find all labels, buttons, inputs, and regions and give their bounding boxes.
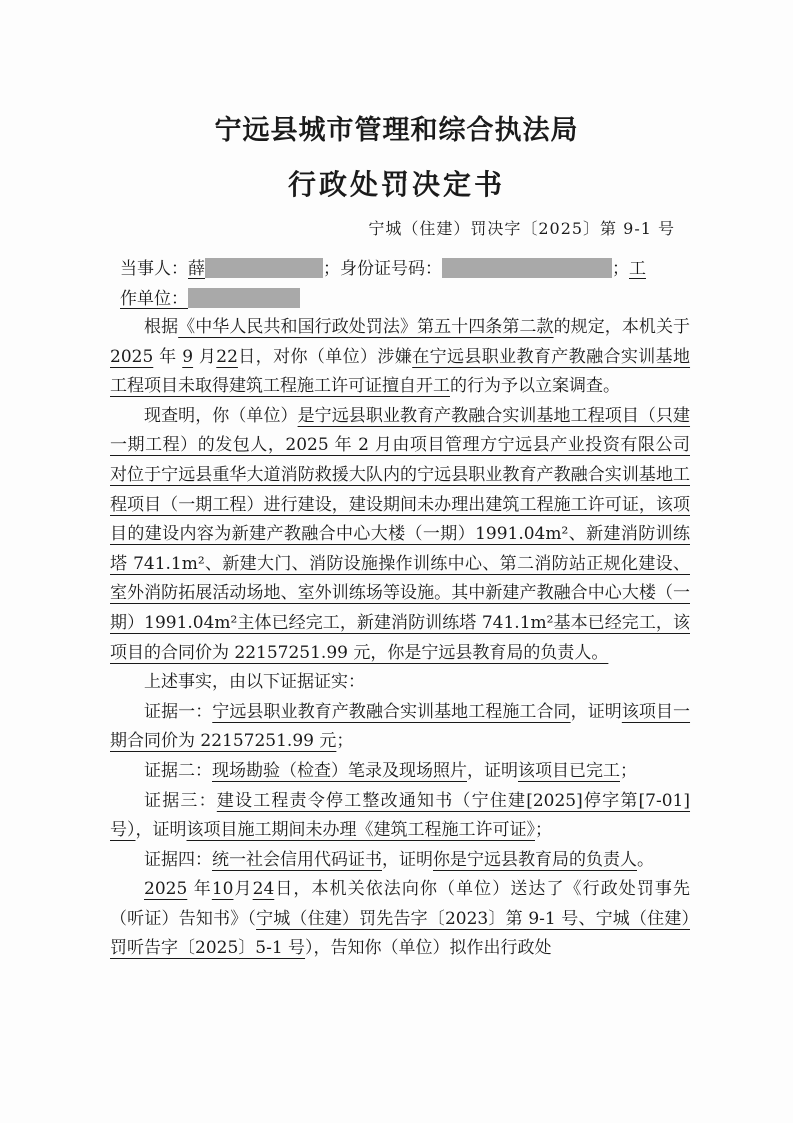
text: 年 [159, 346, 177, 367]
text: ，证明 [135, 820, 187, 841]
text: ，证明 [570, 701, 622, 722]
document-number: 宁城（住建）罚决字〔2025〕第 9-1 号 [368, 219, 675, 238]
text: 日，对你（单位）涉嫌 [237, 346, 413, 367]
redacted-name [205, 258, 323, 278]
id-number-label: ；身份证号码： [323, 259, 442, 279]
redacted-id-number [442, 258, 612, 278]
notice-paragraph [110, 875, 690, 964]
id-number-value [442, 259, 612, 279]
party-separator: ； [612, 259, 629, 279]
text: 日，本机关依法向你（单位）送达了《行政处罚事先（听证）告知书》（ [110, 879, 691, 929]
notice-numbers: 宁城（住建）罚先告字〔2023〕第 9-1 号、宁城（住建）罚听告字〔2025〕5-1 号 [110, 908, 690, 959]
evidence-label: 证据二： [144, 760, 212, 781]
evidence-document: 建设工程责令停工整改通知书（宁住建[2025]停字第[7-01]号） [110, 790, 691, 841]
year: 2025 [144, 879, 188, 900]
facts-description: 是宁远县职业教育产教融合实训基地工程项目（只建一期工程）的发包人，2025 年 2 月由项目管理方宁远县产业投资有限公司对位于宁远县重华大道消防救援大队内的宁远县职业教育产教融合实训基地工程项目（一期工程）进行建设，建设期间未办理出建筑工程施工许可证，该项目的建设内容为新建产教融合中心大楼（一期）1991.04m²、新建消防训练塔 741.1m²、新建大门、消防设施操作训练中心、第二消防站正规化建设、室外消防拓展活动场地、室外训练场等设施。其中新建产教融合中心大楼（一期）1991.04m²主体已经完工，新建消防训练塔 741.1m²基本已经完工，该项目的合同价为 22157251.99 元，你是宁远县教育局的负责人。 [110, 405, 691, 663]
evidence-proves: 该项目已完工 [518, 760, 620, 781]
evidence-document: 宁远县职业教育产教融合实训基地工程施工合同 [212, 701, 571, 722]
agency-title: 宁远县城市管理和综合执法局 [214, 115, 579, 146]
day: 22 [216, 346, 238, 367]
text: ； [620, 760, 637, 781]
text: ），告知你（单位）拟作出行政处 [305, 938, 552, 959]
text: ，证明 [382, 849, 433, 870]
evidence-document: 现场勘验（检查）笔录及现场照片 [212, 760, 467, 781]
evidence-label: 证据三： [144, 790, 217, 811]
text: 的行为予以立案调查。 [450, 376, 620, 397]
evidence-intro: 上述事实，由以下证据证实： [144, 672, 365, 693]
text: 现查明，你（单位） [144, 405, 298, 426]
day: 24 [252, 879, 275, 900]
work-unit-value [188, 289, 300, 309]
text: ； [535, 820, 552, 841]
evidence-three [110, 787, 690, 846]
evidence-four [110, 846, 690, 876]
evidence-label: 证据四： [144, 849, 212, 870]
work-unit-label-a: 工 [629, 259, 646, 279]
evidence-two [110, 757, 690, 787]
text: 根据 [144, 317, 179, 337]
month: 9 [182, 346, 194, 367]
evidence-proves: 该项目施工期间未办理《建筑工程施工许可证》 [186, 820, 535, 841]
redacted-work-unit [188, 288, 300, 308]
text: 年 [193, 879, 212, 900]
evidence-proves: 该项目一期合同价为 22157251.99 元 [110, 701, 691, 752]
party-name-value [188, 259, 323, 279]
text: 月 [198, 346, 217, 367]
text: ； [336, 731, 354, 752]
document-type-title: 行政处罚决定书 [287, 168, 505, 201]
evidence-label: 证据一： [144, 701, 213, 722]
text: 的规定，本机关于 [553, 317, 691, 337]
year: 2025 [110, 346, 154, 367]
evidence-one [110, 698, 690, 757]
evidence-document: 统一社会信用代码证书 [212, 849, 382, 870]
text: 。 [637, 849, 654, 870]
party-name-label: 当事人： [120, 259, 188, 279]
document-body [110, 313, 690, 964]
violation-description: 在宁远县职业教育产教融合实训基地工程项目未取得建筑工程施工许可证擅自开工 [110, 346, 691, 397]
text: ，证明 [467, 760, 518, 781]
month: 10 [211, 879, 234, 900]
party-name-prefix: 薛 [188, 259, 205, 279]
law-reference: 《中华人民共和国行政处罚法》第五十四条第二款 [178, 317, 554, 337]
evidence-proves: 你是宁远县教育局的负责人 [433, 849, 637, 870]
facts-paragraph [110, 402, 690, 668]
text: 月 [233, 879, 253, 900]
party-info [120, 254, 690, 314]
legal-basis-paragraph [110, 313, 690, 402]
work-unit-label-b: 作单位： [120, 289, 188, 309]
